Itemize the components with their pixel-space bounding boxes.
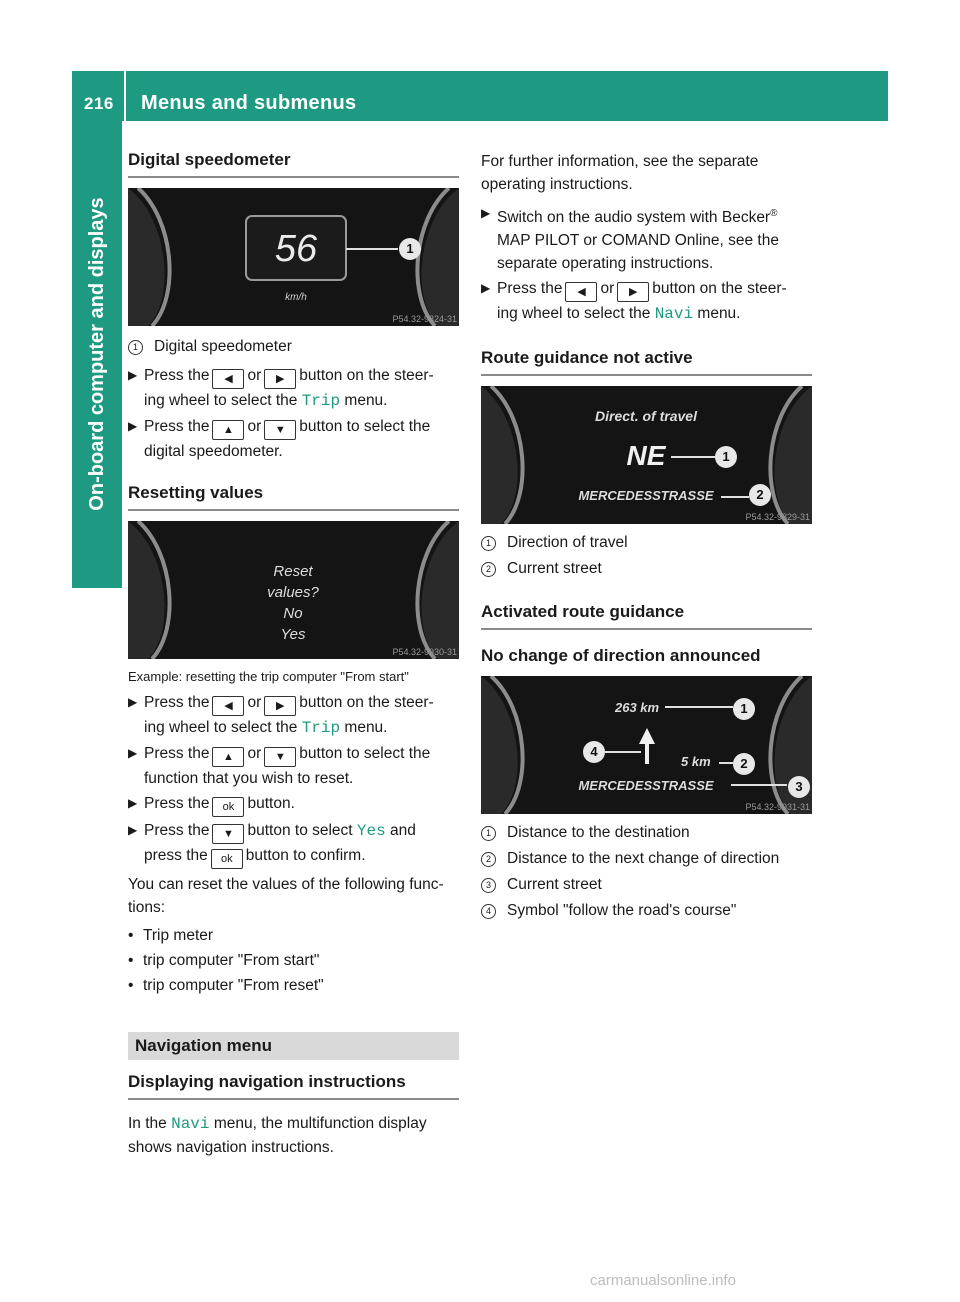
header-divider [124, 71, 126, 121]
bullet-icon: • [128, 952, 134, 969]
callout-1: 1 [406, 241, 414, 256]
page-number: 216 [84, 94, 114, 113]
step-arrow-icon: ▶ [128, 746, 138, 760]
step-text: Switch on the audio system with Becker [497, 209, 771, 227]
step-text: Press the [144, 418, 210, 435]
section-heading-no-change-of-direction: No change of direction announced [481, 646, 761, 666]
paragraph [128, 1112, 459, 1159]
step-text: or [247, 418, 262, 435]
bullet-icon: • [128, 977, 134, 994]
legend-item [481, 898, 812, 924]
step-text: and [390, 822, 416, 839]
step-text: Press the [144, 367, 210, 384]
step-text: separate operating instructions. [497, 255, 714, 273]
legend-text: Distance to the destination [507, 824, 690, 842]
step-text: or [247, 745, 262, 762]
legend-number: 1 [128, 340, 143, 355]
step-text: button to select [247, 822, 353, 839]
legend-number: 1 [481, 826, 496, 841]
paragraph-text: For further information, see the separate [481, 153, 759, 170]
instruction-step [481, 202, 812, 275]
figure-ref: P54.32-9824-31 [392, 314, 457, 324]
legend-text: Direction of travel [507, 534, 628, 552]
callout-3: 3 [795, 779, 803, 795]
section-banner-navigation: Navigation menu [128, 1032, 459, 1060]
left-column [128, 150, 459, 1159]
step-text: press the [144, 847, 208, 864]
step-text: ing wheel to select the [497, 305, 651, 323]
paragraph-text: tions: [128, 899, 166, 916]
step-text: ing wheel to select the [144, 392, 298, 409]
legend-text: Current street [507, 876, 602, 894]
step-text: digital speedometer. [144, 443, 283, 460]
instruction-step [128, 792, 459, 817]
legend-number: 4 [481, 904, 496, 919]
list-item-text: trip computer "From reset" [143, 977, 324, 994]
step-text: Press the [144, 795, 210, 812]
step-arrow-icon: ▶ [128, 368, 138, 382]
step-text: Press the [144, 822, 210, 839]
ok-key-icon: ok [211, 849, 243, 869]
speed-unit: km/h [285, 292, 307, 303]
paragraph-text: operating instructions. [481, 176, 633, 193]
legend-item [481, 872, 812, 898]
callout-2: 2 [756, 487, 764, 503]
step-text: or [247, 367, 262, 384]
right-column [481, 150, 812, 924]
step-text: Press the [497, 280, 563, 298]
paragraph-text: In the [128, 1115, 167, 1132]
option-name: Yes [356, 822, 386, 840]
step-text: Press the [144, 745, 210, 762]
right-key-icon: ▶ [264, 369, 296, 389]
legend-text: Symbol "follow the road's course" [507, 902, 737, 920]
bullet-list [128, 923, 459, 998]
step-text: button on the steer- [652, 280, 787, 298]
figure-ref: P54.32-9931-31 [745, 802, 810, 813]
ok-key-icon: ok [212, 797, 244, 817]
list-item [128, 923, 459, 948]
legend-text: Distance to the next change of direction [507, 850, 780, 868]
section-heading-resetting: Resetting values [128, 483, 459, 511]
instruction-step [128, 415, 459, 463]
legend-item [481, 820, 812, 846]
paragraph-text: menu, the multifunction display [213, 1115, 427, 1132]
footer-watermark: carmanualsonline.info [590, 1272, 736, 1289]
section-heading-route-guidance-not-active: Route guidance not active [481, 348, 812, 376]
left-key-icon: ◀ [212, 369, 244, 389]
callout-1: 1 [722, 449, 730, 465]
callout-1: 1 [740, 701, 748, 717]
speedometer-display-image [128, 188, 459, 326]
direction-value: NE [626, 440, 666, 472]
step-text: button. [247, 795, 295, 812]
down-key-icon: ▼ [264, 420, 296, 440]
street-name: MERCEDESSTRASSE [578, 778, 714, 794]
distance-to-destination: 263 km [615, 700, 660, 716]
menu-name: Trip [301, 719, 341, 737]
step-arrow-icon: ▶ [481, 206, 491, 220]
paragraph [128, 873, 459, 919]
section-heading-digital-speedometer: Digital speedometer [128, 150, 459, 178]
paragraph-text: You can reset the values of the following func- [128, 876, 444, 893]
instruction-step [128, 691, 459, 740]
menu-name: Trip [301, 392, 341, 410]
section-heading-activated-route-guidance: Activated route guidance [481, 602, 812, 630]
display-title: Direct. of travel [595, 408, 697, 425]
right-key-icon: ▶ [617, 282, 649, 302]
step-text: menu. [697, 305, 741, 323]
step-text: or [247, 694, 262, 711]
figure-ref: P54.32-9930-31 [392, 647, 457, 657]
legend-list [128, 334, 459, 360]
step-arrow-icon: ▶ [128, 695, 138, 709]
down-key-icon: ▼ [212, 824, 244, 844]
legend-item [481, 530, 812, 556]
list-item [128, 973, 459, 998]
callout-2: 2 [740, 756, 748, 772]
step-arrow-icon: ▶ [481, 281, 491, 296]
step-text: Press the [144, 694, 210, 711]
step-text: button on the steer- [299, 694, 434, 711]
legend-number: 2 [481, 562, 496, 577]
figure-caption: Example: resetting the trip computer "From start" [128, 669, 409, 684]
list-item [128, 948, 459, 973]
up-key-icon: ▲ [212, 420, 244, 440]
step-text: function that you wish to reset. [144, 770, 354, 787]
legend-list [481, 530, 812, 582]
registered-mark: ® [770, 208, 778, 219]
left-key-icon: ◀ [212, 696, 244, 716]
direction-display-image [481, 386, 812, 524]
step-arrow-icon: ▶ [128, 796, 138, 810]
legend-text: Digital speedometer [154, 338, 292, 355]
speed-value: 56 [274, 228, 318, 270]
instruction-step [481, 277, 812, 326]
page-title: Menus and submenus [141, 92, 357, 114]
step-text: ing wheel to select the [144, 719, 298, 736]
paragraph-text: shows navigation instructions. [128, 1139, 334, 1156]
instruction-step [128, 819, 459, 869]
menu-name: Navi [171, 1115, 210, 1133]
list-item-text: trip computer "From start" [143, 952, 320, 969]
side-tab-label: On-board computer and displays [86, 197, 108, 511]
step-text: button to confirm. [245, 847, 366, 864]
section-heading-displaying-navigation: Displaying navigation instructions [128, 1072, 459, 1100]
step-text: button on the steer- [299, 367, 434, 384]
bullet-icon: • [128, 927, 134, 944]
legend-text: Current street [507, 560, 602, 578]
up-key-icon: ▲ [212, 747, 244, 767]
instruction-step [128, 364, 459, 413]
option-no: No [283, 605, 303, 622]
figure-ref: P54.32-9829-31 [745, 512, 810, 523]
step-text: or [600, 280, 615, 298]
down-key-icon: ▼ [264, 747, 296, 767]
callout-4: 4 [590, 744, 598, 760]
route-guidance-display-image [481, 676, 812, 814]
step-text: MAP PILOT or COMAND Online, see the [497, 232, 779, 250]
legend-number: 3 [481, 878, 496, 893]
list-item-text: Trip meter [143, 927, 214, 944]
reset-prompt [228, 561, 358, 645]
step-text: menu. [344, 392, 388, 409]
legend-item [128, 334, 459, 360]
legend-item [481, 846, 812, 872]
instruction-step [128, 742, 459, 790]
right-key-icon: ▶ [264, 696, 296, 716]
distance-to-next-change: 5 km [681, 754, 711, 770]
street-name: MERCEDESSTRASSE [578, 488, 714, 504]
menu-name: Navi [654, 305, 694, 324]
step-text: button to select the [299, 418, 431, 435]
legend-item [481, 556, 812, 582]
step-arrow-icon: ▶ [128, 823, 138, 837]
reset-line: Reset [273, 563, 313, 580]
option-yes: Yes [280, 626, 306, 643]
reset-display-image [128, 521, 459, 659]
legend-list [481, 820, 812, 924]
legend-number: 1 [481, 536, 496, 551]
left-key-icon: ◀ [565, 282, 597, 302]
reset-line: values? [267, 584, 319, 601]
step-text: button to select the [299, 745, 431, 762]
step-text: menu. [344, 719, 388, 736]
step-arrow-icon: ▶ [128, 419, 138, 433]
legend-number: 2 [481, 852, 496, 867]
paragraph [481, 150, 812, 196]
